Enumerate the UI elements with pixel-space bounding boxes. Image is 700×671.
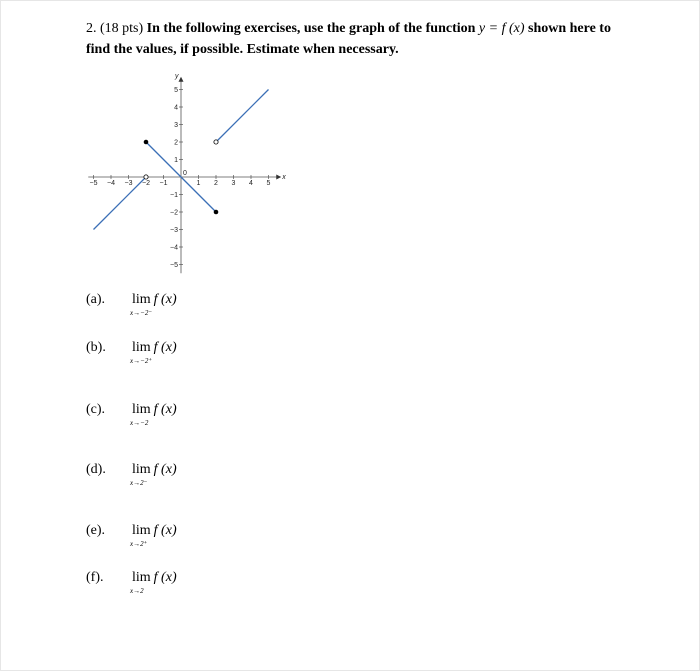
problem-number: 2. xyxy=(86,21,97,36)
x-tick-label: 2 xyxy=(214,180,218,187)
limit-function: f (x) xyxy=(153,570,177,585)
x-tick-label: −4 xyxy=(107,180,115,187)
limit-expression xyxy=(130,340,177,365)
y-tick-label: 3 xyxy=(174,122,178,129)
lim-word: lim xyxy=(132,402,151,417)
problem-statement xyxy=(86,18,666,60)
lim-word: lim xyxy=(132,523,151,538)
problem-points: (18 pts) xyxy=(100,21,144,36)
part-label: (d). xyxy=(86,462,106,477)
part-label: (f). xyxy=(86,570,104,585)
y-tick-label: 5 xyxy=(174,87,178,94)
limit-expression xyxy=(130,292,177,317)
closed-point xyxy=(214,210,219,215)
y-tick-label: 2 xyxy=(174,139,178,147)
y-tick-label: −1 xyxy=(170,192,178,199)
y-tick-label: −3 xyxy=(170,227,178,234)
lim-word: lim xyxy=(132,340,151,355)
limit-subscript: x→−2 xyxy=(130,419,149,427)
limit-subscript: x→−2⁺ xyxy=(130,357,153,365)
limit-function: f (x) xyxy=(153,523,177,538)
origin-label: 0 xyxy=(183,170,187,177)
limit-subscript: x→2 xyxy=(130,587,144,595)
limit-subscript: x→2⁺ xyxy=(130,540,148,548)
function-graph xyxy=(84,74,294,274)
instruction-part-a: In the following exercises, use the graph of the function xyxy=(146,21,476,36)
lim-word: lim xyxy=(132,292,151,307)
closed-point xyxy=(144,140,149,145)
limit-expression xyxy=(130,570,177,595)
x-tick-label: −2 xyxy=(142,180,150,187)
limit-subscript: x→−2⁻ xyxy=(130,309,153,317)
lim-word: lim xyxy=(132,570,151,585)
y-tick-label: −4 xyxy=(170,244,178,252)
limit-function: f (x) xyxy=(153,292,177,307)
limit-expression xyxy=(130,462,177,487)
x-tick-label: −3 xyxy=(124,180,133,187)
x-tick-label: 5 xyxy=(266,180,271,187)
instruction-part-c: find the values, if possible. Estimate when necessary. xyxy=(86,42,399,57)
open-point xyxy=(214,140,218,144)
x-tick-label: −1 xyxy=(159,180,168,187)
part-label: (a). xyxy=(86,292,106,307)
y-tick-label: −5 xyxy=(170,262,178,269)
x-tick-label: −5 xyxy=(89,180,98,187)
limit-function: f (x) xyxy=(153,402,177,417)
open-point xyxy=(144,175,148,179)
x-axis-arrow xyxy=(276,175,281,180)
x-tick-label: 1 xyxy=(196,180,201,187)
right-line xyxy=(216,90,269,143)
y-axis-arrow xyxy=(179,77,184,82)
limit-subscript: x→2⁻ xyxy=(130,479,148,487)
y-tick-label: 1 xyxy=(174,157,178,164)
part-label: (c). xyxy=(86,402,106,417)
limit-expression xyxy=(130,402,177,427)
left-line xyxy=(94,177,147,230)
lim-word: lim xyxy=(132,462,151,477)
x-axis-label: x xyxy=(282,174,286,181)
limit-function: f (x) xyxy=(153,340,177,355)
part-label: (e). xyxy=(86,523,106,538)
limit-function: f (x) xyxy=(153,462,177,477)
function-notation: y = f (x) xyxy=(478,21,525,36)
limit-expression xyxy=(130,523,177,548)
x-tick-label: 3 xyxy=(231,180,236,187)
y-tick-label: 4 xyxy=(174,104,178,112)
instruction-part-b: shown here to xyxy=(528,21,611,36)
y-tick-label: −2 xyxy=(170,209,178,217)
x-tick-label: 4 xyxy=(249,180,253,187)
part-label: (b). xyxy=(86,340,106,355)
y-axis-label: y xyxy=(175,74,179,80)
